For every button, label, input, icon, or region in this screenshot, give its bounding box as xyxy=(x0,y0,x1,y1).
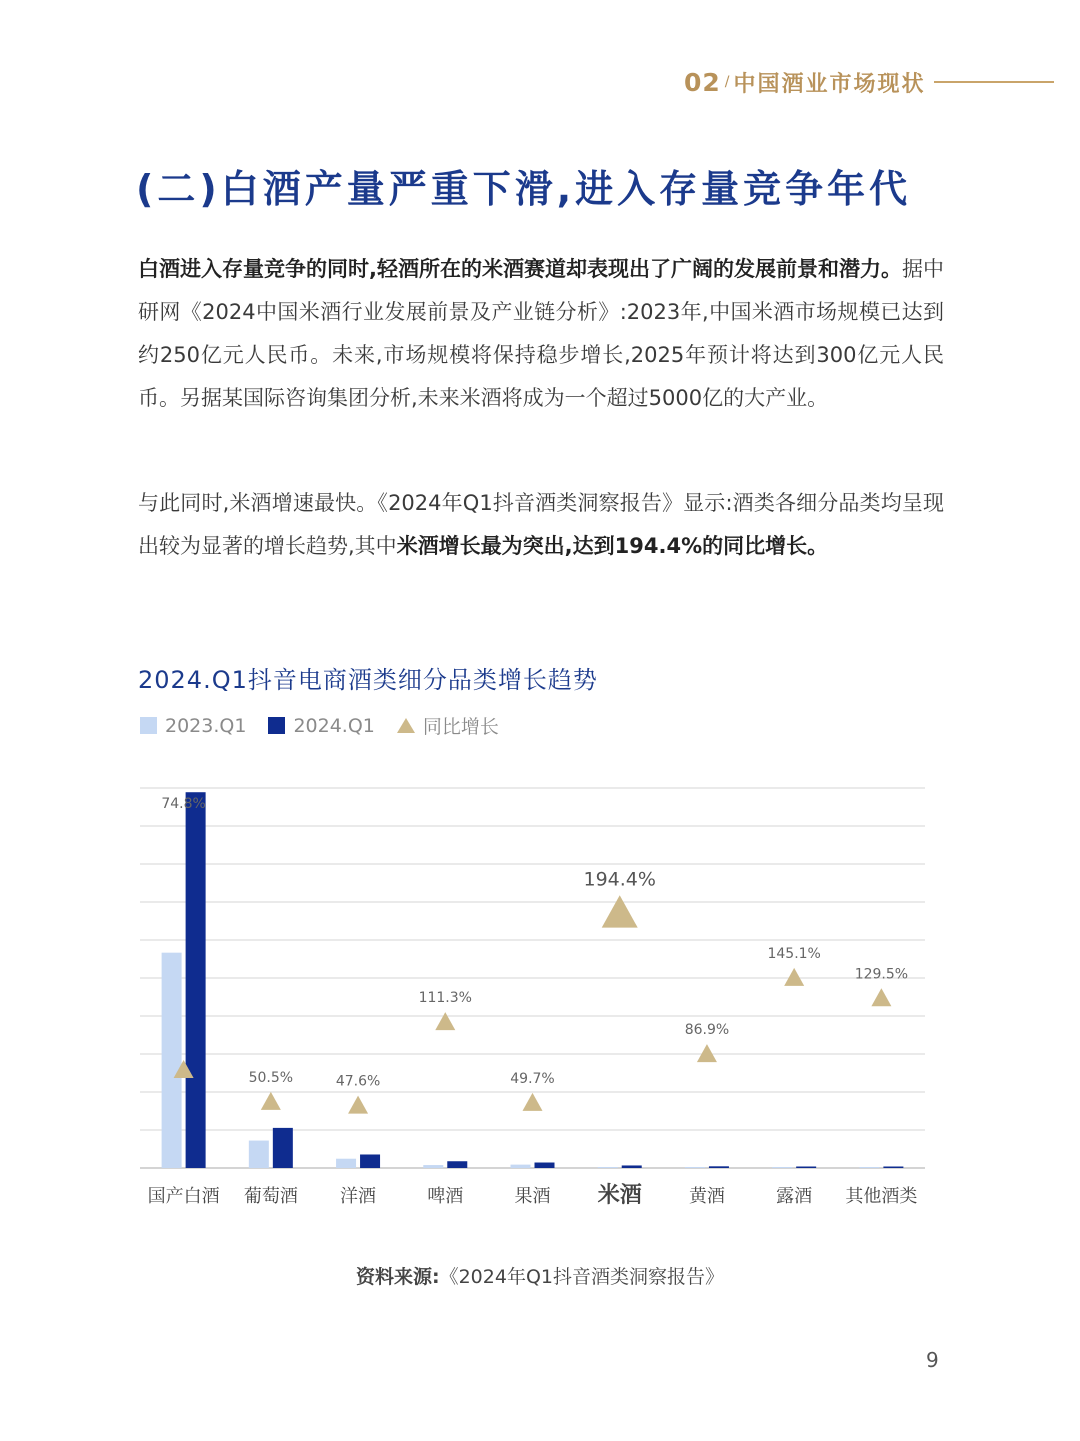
source-text: 《2024年Q1抖音酒类洞察报告》 xyxy=(439,1266,724,1288)
paragraph-1-lead: 白酒进入存量竞争的同时,轻酒所在的米酒赛道却表现出了广阔的发展前景和潜力。 xyxy=(138,257,902,281)
bar-2023-2 xyxy=(336,1159,356,1168)
growth-label-8: 129.5% xyxy=(854,966,909,983)
page-number: 9 xyxy=(926,1348,939,1372)
bar-2024-4 xyxy=(535,1163,555,1168)
bar-2024-2 xyxy=(360,1154,380,1168)
legend-label-growth: 同比增长 xyxy=(422,716,499,738)
bar-2023-3 xyxy=(423,1165,443,1168)
category-label-4: 果酒 xyxy=(514,1186,551,1207)
growth-marker-1 xyxy=(261,1092,281,1110)
legend-item-2024 xyxy=(268,715,374,737)
growth-label-3: 111.3% xyxy=(418,990,472,1007)
legend-item-2023 xyxy=(140,715,246,737)
legend-item-growth xyxy=(397,712,499,739)
triangle-icon xyxy=(397,718,415,733)
growth-marker-6 xyxy=(697,1044,717,1062)
header-rule xyxy=(934,81,1054,83)
bar-2024-6 xyxy=(709,1166,729,1168)
growth-marker-5 xyxy=(602,895,638,927)
category-label-1: 葡萄酒 xyxy=(243,1186,298,1207)
legend-swatch-2023 xyxy=(140,717,157,734)
paragraph-2 xyxy=(138,482,944,568)
bar-2024-8 xyxy=(883,1167,903,1169)
category-label-6: 黄酒 xyxy=(688,1186,725,1207)
growth-label-7: 145.1% xyxy=(767,945,821,962)
bar-2024-0 xyxy=(186,792,206,1168)
category-label-8: 其他酒类 xyxy=(845,1186,918,1207)
growth-marker-2 xyxy=(348,1096,368,1114)
growth-label-1: 50.5% xyxy=(248,1069,294,1086)
section-number: 02 xyxy=(684,67,721,97)
category-label-3: 啤酒 xyxy=(427,1186,464,1207)
growth-label-2: 47.6% xyxy=(335,1073,381,1090)
paragraph-1-body: 据中研网《2024中国米酒行业发展前景及产业链分析》:2023年,中国米酒市场规模已达到约250亿元人民币。未来,市场规模将保持稳步增长,2025年预计将达到300亿元人民币。另据某国际咨询集团分析,未来米酒将成为一个超过5000亿的大产业。 xyxy=(138,257,945,410)
chart-title: 2024.Q1抖音电商酒类细分品类增长趋势 xyxy=(138,666,598,694)
bar-2023-6 xyxy=(685,1167,705,1168)
growth-label-0: 74.8% xyxy=(161,796,206,812)
paragraph-2-highlight: 米酒增长最为突出,达到194.4%的同比增长。 xyxy=(396,534,829,558)
paragraph-2-body: 与此同时,米酒增速最快。《2024年Q1抖音酒类洞察报告》显示:酒类各细分品类均呈现出较为显著的增长趋势,其中 xyxy=(138,491,944,558)
page-title: (二)白酒产量严重下滑,进入存量竞争年代 xyxy=(136,167,912,211)
growth-marker-7 xyxy=(784,968,804,986)
legend-label-2023: 2023.Q1 xyxy=(165,714,247,737)
paragraph-1 xyxy=(138,248,944,420)
bar-2023-8 xyxy=(859,1167,879,1168)
bar-2024-3 xyxy=(447,1161,467,1168)
section-title: 中国酒业市场现状 xyxy=(733,71,926,97)
bar-2024-1 xyxy=(273,1128,293,1168)
growth-label-4: 49.7% xyxy=(510,1070,555,1087)
bar-2023-7 xyxy=(772,1167,792,1168)
category-label-0: 国产白酒 xyxy=(147,1186,220,1207)
bar-2024-7 xyxy=(796,1167,816,1169)
bar-2024-5 xyxy=(622,1165,642,1168)
legend-swatch-2024 xyxy=(268,717,285,734)
growth-label-6: 86.9% xyxy=(684,1022,730,1039)
bar-chart xyxy=(120,770,960,1230)
category-label-7: 露酒 xyxy=(776,1186,813,1207)
chart-legend xyxy=(140,712,521,739)
growth-marker-4 xyxy=(523,1093,543,1111)
bar-2023-1 xyxy=(249,1141,269,1168)
bar-2023-4 xyxy=(511,1165,531,1168)
bar-2023-5 xyxy=(598,1167,618,1168)
source-label: 资料来源: xyxy=(355,1266,440,1288)
legend-label-2024: 2024.Q1 xyxy=(293,714,375,737)
section-header xyxy=(684,62,1054,102)
source-note xyxy=(0,1262,1080,1289)
growth-label-5: 194.4% xyxy=(583,868,656,891)
bar-2023-0 xyxy=(162,953,182,1168)
growth-marker-3 xyxy=(435,1012,455,1030)
growth-marker-8 xyxy=(871,988,891,1006)
category-label-5: 米酒 xyxy=(597,1183,642,1208)
section-separator: / xyxy=(724,74,730,90)
category-label-2: 洋酒 xyxy=(340,1186,377,1207)
